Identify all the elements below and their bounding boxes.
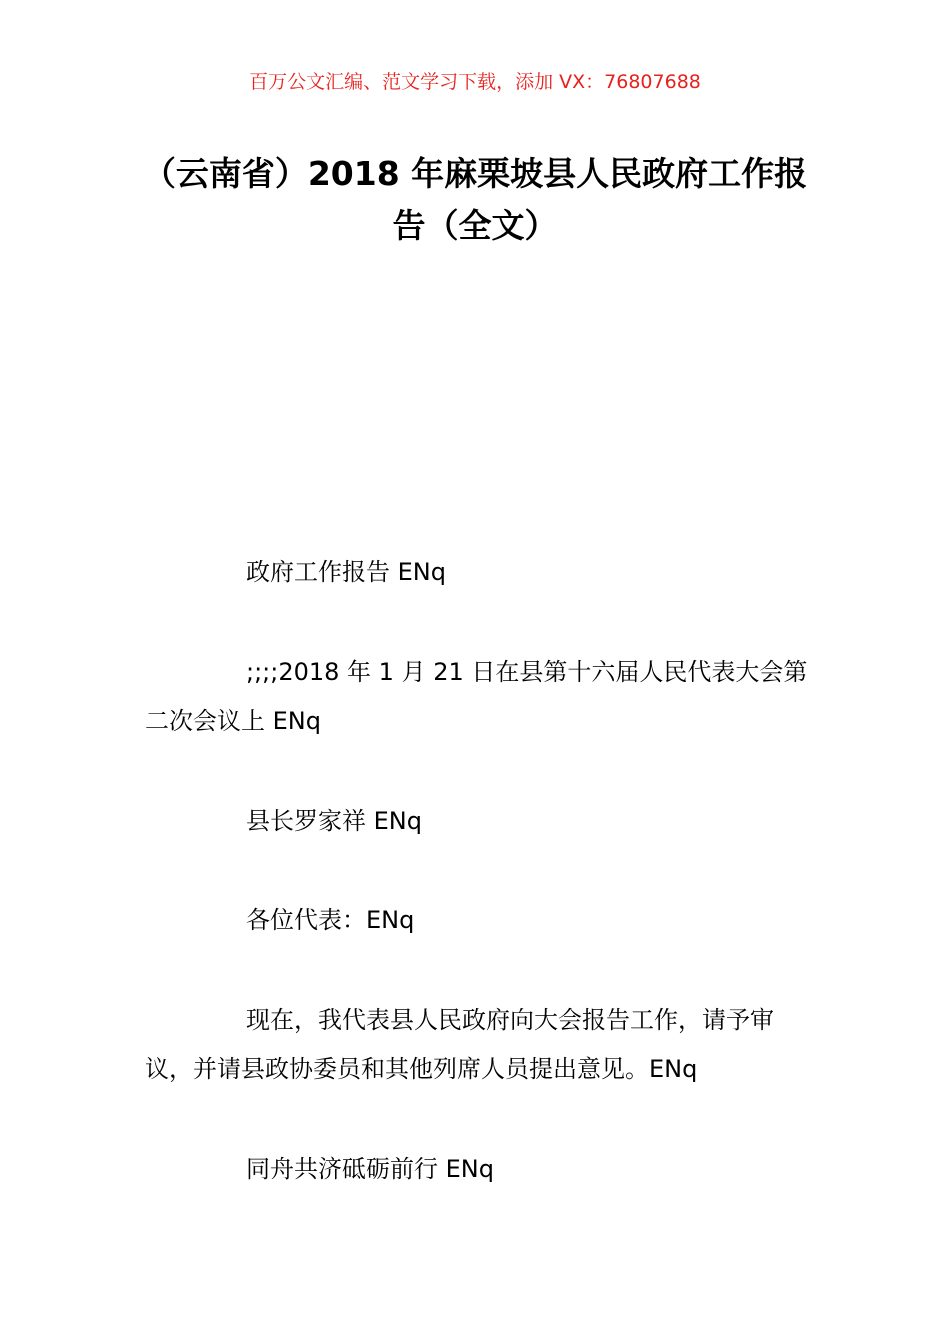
paragraph-text: 县长罗家祥 ENq — [246, 807, 422, 835]
paragraph-text: 现在，我代表县人民政府向大会报告工作，请予审议，并请县政协委员和其他列席人员提出意见。ENq — [145, 1006, 774, 1083]
paragraph — [145, 896, 810, 945]
header-banner: 百万公文汇编、范文学习下载，添加 VX：76807688 — [249, 71, 701, 93]
paragraph-text: 同舟共济砥砺前行 ENq — [246, 1155, 494, 1183]
paragraph-text: 政府工作报告 ENq — [246, 558, 446, 586]
paragraph — [145, 797, 810, 846]
paragraph-text: 各位代表：ENq — [246, 906, 415, 934]
paragraph — [145, 996, 810, 1094]
paragraph-text: ;;;;2018 年 1 月 21 日在县第十六届人民代表大会第二次会议上 ENq — [145, 658, 808, 735]
document-title: （云南省）2018 年麻栗坡县人民政府工作报告（全文） — [142, 154, 808, 245]
paragraph — [145, 1145, 810, 1194]
paragraph — [145, 648, 810, 746]
paragraph — [145, 548, 810, 597]
